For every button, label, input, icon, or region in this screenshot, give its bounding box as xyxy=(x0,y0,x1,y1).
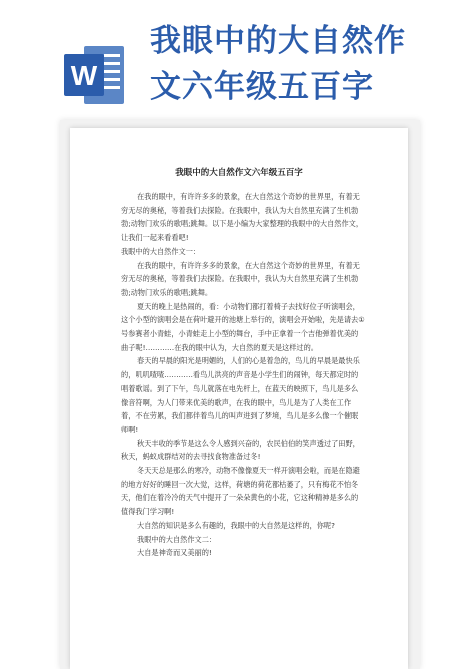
document-paragraph: 夏天的晚上是热闹的，看：小动物们都打着椅子去找好位子听演唱会，这个小型的演唱会是在荷叶避开的池塘上举行的，演唱会开始啦，先是请去①号参赛者小青蛙，小青蛙走上小型的舞台，手中正拿着一个吉他弹着优美的曲子呢!…………在我的眼中认为，大自然的夏天是这样过的。 xyxy=(121,301,365,352)
page-title-line-1: 我眼中的大自然作 xyxy=(150,23,406,59)
document-paragraph: 在我的眼中，有许许多多的景象，在大自然这个奇妙的世界里，有着无穷无尽的奥秘，等着我们去探险。在我眼中，我认为大自然里充满了生机勃勃;动物门欢乐的歌唱;跳舞。以下是小编为大家整理的我眼中的大自然作文，让我们一起来看看吧! xyxy=(121,192,364,243)
document-paragraph: 我眼中的大自然作文一： xyxy=(121,246,201,256)
page-title-line-2: 文六年级五百字 xyxy=(150,69,374,105)
document-paragraph: 春天的早晨的阳光是明媚的，人们的心是着急的，鸟儿的早晨是最快乐的，叽叽喳喳…………看鸟儿洪亮的声音是小学生们的闹钟，每天都定时的唱着歌谣。到了下午，鸟儿就落在电先杆上，在蓝天的映照下，鸟儿是多么像音符啊，为人门带来优美的歌声，在我的眼中，鸟儿是为了人类在工作着，不在劳累，我们都伴着鸟儿的叫声进到了梦境，鸟儿是多么像一个催眠师啊! xyxy=(121,356,360,434)
document-paragraph: 大自然的知识是多么有趣的，我眼中的大自然是这样的，你呢? xyxy=(137,520,335,530)
document-paragraph: 秋天丰收的季节是这么令人感到兴奋的，农民伯伯的笑声透过了田野，秋天，蚂蚁成群结对的去寻找食物准备过冬! xyxy=(121,438,360,462)
document-paragraph: 大自是神奇而又美丽的! xyxy=(137,548,212,558)
word-icon-letter: W xyxy=(70,60,98,91)
document-page xyxy=(70,128,408,669)
word-icon xyxy=(64,44,126,106)
document-paragraph: 冬天天总是那么的寒冷，动物不像像夏天一样开演唱会啦，而是在隐避的地方好好的睡回一次大觉，这样，荷塘的荷花都枯萎了，只有梅花不怕冬天，他们在着冷冷的天气中提开了一朵朵黄色的小花，它这种精神是多么的值得我门学习啊! xyxy=(121,466,360,517)
document-body xyxy=(121,190,365,560)
document-paragraph: 我眼中的大自然作文二： xyxy=(137,534,217,544)
document-paragraph: 在我的眼中，有许许多多的景象，在大自然这个奇妙的世界里，有着无穷无尽的奥秘，等着我们去探险。在我眼中，我认为大自然里充满了生机勃勃;动物门欢乐的歌唱;跳舞。 xyxy=(121,260,360,297)
page-title xyxy=(150,18,470,110)
header-banner xyxy=(0,0,474,128)
document-title: 我眼中的大自然作文六年级五百字 xyxy=(175,168,303,178)
